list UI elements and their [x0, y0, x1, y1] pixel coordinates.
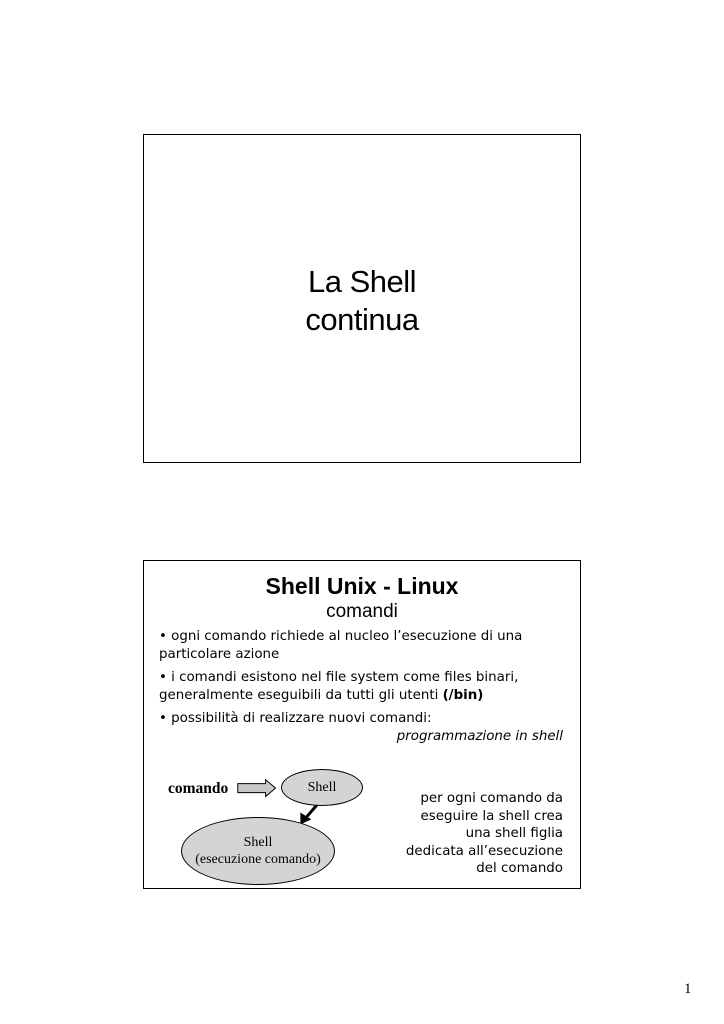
bullet-text: • i comandi esistono nel file system come files binari, generalmente eseguibili da tutti gli utenti: [159, 670, 519, 703]
desc-line: del comando: [476, 861, 563, 876]
shell-node: [281, 769, 363, 806]
right-arrow-icon: [238, 780, 276, 797]
bullet-text: • ogni comando richiede al nucleo l’esecuzione di una particolare azione: [159, 629, 523, 662]
spawn-arrow-line: [305, 805, 317, 819]
shell-node-label: Shell: [307, 779, 337, 795]
bullet-text: • possibilità di realizzare nuovi comandi:: [159, 711, 432, 726]
comando-label: comando: [168, 780, 229, 797]
child-shell-node: [181, 817, 335, 885]
child-shell-label: Shell: [243, 835, 273, 850]
slide-title-line2: continua: [305, 302, 419, 337]
desc-line: una shell figlia: [465, 826, 563, 841]
child-shell-sublabel: (esecuzione comando): [195, 852, 321, 867]
page-number: 1: [684, 981, 692, 997]
desc-line: eseguire la shell crea: [420, 808, 563, 824]
bullet-italic-note: programmazione in shell: [396, 729, 563, 744]
slide-heading: Shell Unix - Linux: [265, 573, 459, 599]
slide-title-line1: La Shell: [307, 264, 417, 299]
slide-shell-commands: [143, 560, 581, 889]
slide-title: [143, 134, 581, 463]
desc-line: per ogni comando da: [420, 791, 563, 806]
desc-line: dedicata all’esecuzione: [405, 843, 563, 859]
diagram-description: [373, 790, 563, 878]
bullet-bold-path: (/bin): [442, 688, 484, 703]
slide-subheading: comandi: [326, 601, 398, 622]
